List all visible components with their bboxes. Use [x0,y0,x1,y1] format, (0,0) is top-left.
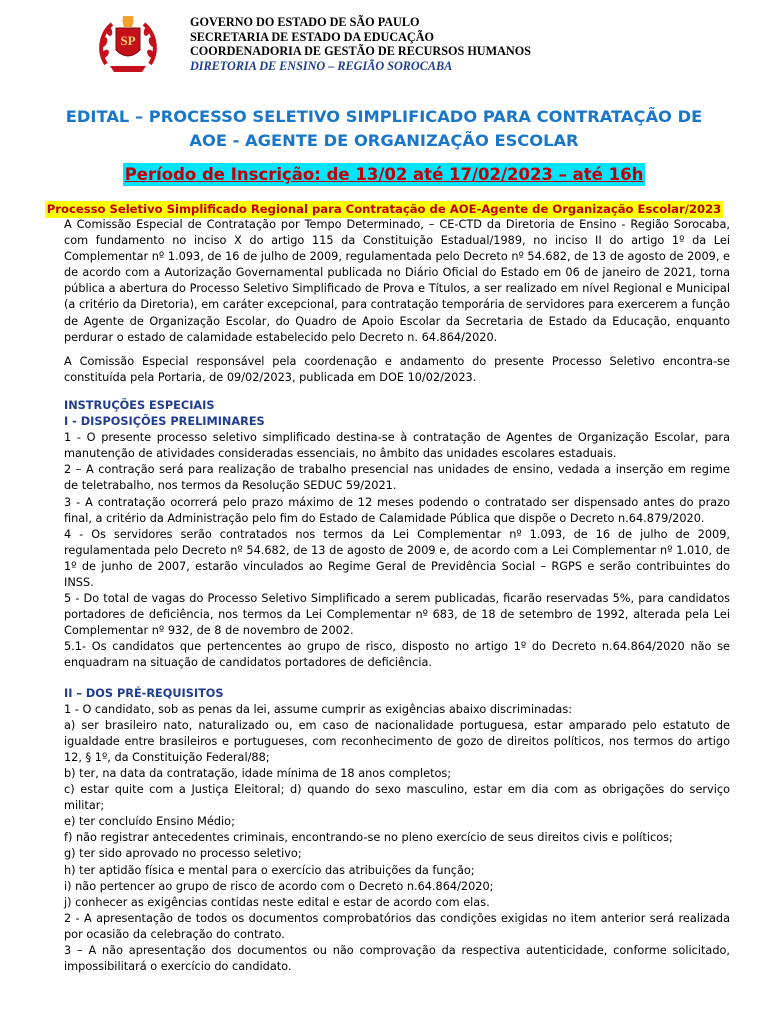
section-2-item: b) ter, na data da contratação, idade mínima de 18 anos completos; [64,767,452,780]
laurel-right [142,24,156,64]
header-line-secretariat: SECRETARIA DE ESTADO DA EDUCAÇÃO [190,29,435,44]
section-2-item: j) conhecer as exigências contidas neste edital e estar de acordo com elas. [64,895,490,909]
section-2-heading: II – DOS PRÉ-REQUISITOS [64,686,224,700]
svg-text:SP: SP [120,33,136,48]
section-2-item: g) ter sido aprovado no processo seletivo; [64,847,302,861]
section-2-item: i) não pertencer ao grupo de risco de acordo com o Decreto n.64.864/2020; [64,879,494,893]
section-2-item: e) ter concluído Ensino Médio; [64,815,235,829]
section-2-item: c) estar quite com a Justiça Eleitoral; d) quando do sexo masculino, estar em dia com as obrigações do serviço militar; [64,783,730,813]
section-2-item: h) ter aptidão física e mental para o exercício das atribuições da função; [64,863,475,877]
header-line-directorate: DIRETORIA DE ENSINO – REGIÃO SOROCABA [190,58,453,73]
section-1-item: 3 - A contratação ocorrerá pelo prazo máximo de 12 meses podendo o contratado ser dispensado antes do prazo final, a critério da Administração pelo fim do Estado de Calamidade Pública que dispõe o Decreto n.64.879/2020. [64,495,730,525]
document-title [0,105,768,153]
document-body [64,217,730,975]
section-2-item: f) não registrar antecedentes criminais, encontrando-se no pleno exercício de seus direitos civis e políticos; [64,831,673,845]
laurel-left [99,24,113,64]
section-2-item: 3 – A não apresentação dos documentos ou não comprovação da respectiva autenticidade, conforme solicitado, impossibilitará o exercício do candidato. [64,944,730,974]
section-1-item: 2 – A contração será para realização de trabalho presencial nas unidades de ensino, vedada a inserção em regime de teletrabalho, nos termos da Resolução SEDUC 59/2021. [64,463,730,493]
section-2-item: 2 - A apresentação de todos os documentos comprobatórios das condições exigidas no item anterior será realizada por ocasião da celebração do contrato. [64,911,730,941]
header-line-coordination: COORDENADORIA DE GESTÃO DE RECURSOS HUMANOS [190,44,531,59]
commission-paragraph: A Comissão Especial responsável pela coordenação e andamento do presente Processo Seletivo encontra-se constituída pela Portaria, de 09/02/2023, publicada em DOE 10/02/2023. [64,354,730,384]
section-1-item: 5 - Do total de vagas do Processo Seletivo Simplificado a serem publicadas, ficarão reservadas 5%, para candidatos portadores de deficiência, nos termos da Lei Complementar nº 683, de 18 de setembro de 1992, alterada pela Lei Complementar nº 932, de 8 de novembro de 2002. [64,592,730,638]
section-1-item: 5.1- Os candidatos que pertencentes ao grupo de risco, disposto no artigo 1º do Decreto n.64.864/2020 não se enquadram na situação de candidatos portadores de deficiência. [64,640,730,670]
section-1-item: 4 - Os servidores serão contratados nos termos da Lei Complementar nº 1.093, de 16 de julho de 2009, regulamentada pelo Decreto nº 54.682, de 13 de agosto de 2009 e, de acordo com a Lei Complementar nº 1.010, de 1º de junho de 2007, estarão vinculados ao Regime Geral de Previdência Social – RGPS e serão contribuintes do INSS. [64,527,730,589]
special-instructions-heading: INSTRUÇÕES ESPECIAIS [64,398,215,412]
header-line-government: GOVERNO DO ESTADO DE SÃO PAULO [190,15,420,29]
section-2-item: 1 - O candidato, sob as penas da lei, assume cumprir as exigências abaixo discriminadas: [64,702,573,716]
intro-paragraph: A Comissão Especial de Contratação por Tempo Determinado, – CE-CTD da Diretoria de Ensino - Região Sorocaba, com fundamento no inciso X do artigo 115 da Constituição Estadual/1989, no inciso II do artigo 1º da Lei Complementar nº 1.093, de 16 de julho de 2009, regulamentada pelo Decreto nº 54.682, de 13 de agosto de 2009, e de acordo com a Autorização Governamental publicada no Diário Oficial do Estado em 06 de janeiro de 2021, torna pública a abertura do Processo Seletivo Simplificado de Prova e Títulos, a ser realizado em nível Regional e Municipal (a critério da Diretoria), em caráter excepcional, para contratação temporária de servidores para exercerem a função de Agente de Organização Escolar, do Quadro de Apoio Escolar da Secretaria de Estado da Educação, enquanto perdurar o estado de calamidade estabelecido pelo Decreto n. 64.864/2020. [64,218,730,344]
title-line-2: AOE - AGENTE DE ORGANIZAÇÃO ESCOLAR [189,131,579,150]
process-name-highlight: Processo Seletivo Simplificado Regional para Contratação de AOE-Agente de Organização Escolar/2023 [46,202,722,216]
title-line-1: EDITAL – PROCESSO SELETIVO SIMPLIFICADO PARA CONTRATAÇÃO DE [65,107,703,126]
section-1-heading: I - DISPOSIÇÕES PRELIMINARES [64,415,265,429]
section-2-item: a) ser brasileiro nato, naturalizado ou, em caso de nacionalidade portuguesa, estar amparado pelo estatuto de igualdade entre brasileiros e portugueses, com reconhecimento de gozo de direitos políticos, nos termos do artigo 12, § 1º, da Constituição Federal/88; [64,718,730,764]
registration-period-banner: Período de Inscrição: de 13/02 até 17/02/2023 – até 16h [124,165,644,184]
institution-header [190,15,531,73]
section-1-item: 1 - O presente processo seletivo simplificado destina-se à contratação de Agentes de Organização Escolar, para manutenção de atividades consideradas essenciais, no âmbito das unidades escolares estaduais. [64,431,730,461]
